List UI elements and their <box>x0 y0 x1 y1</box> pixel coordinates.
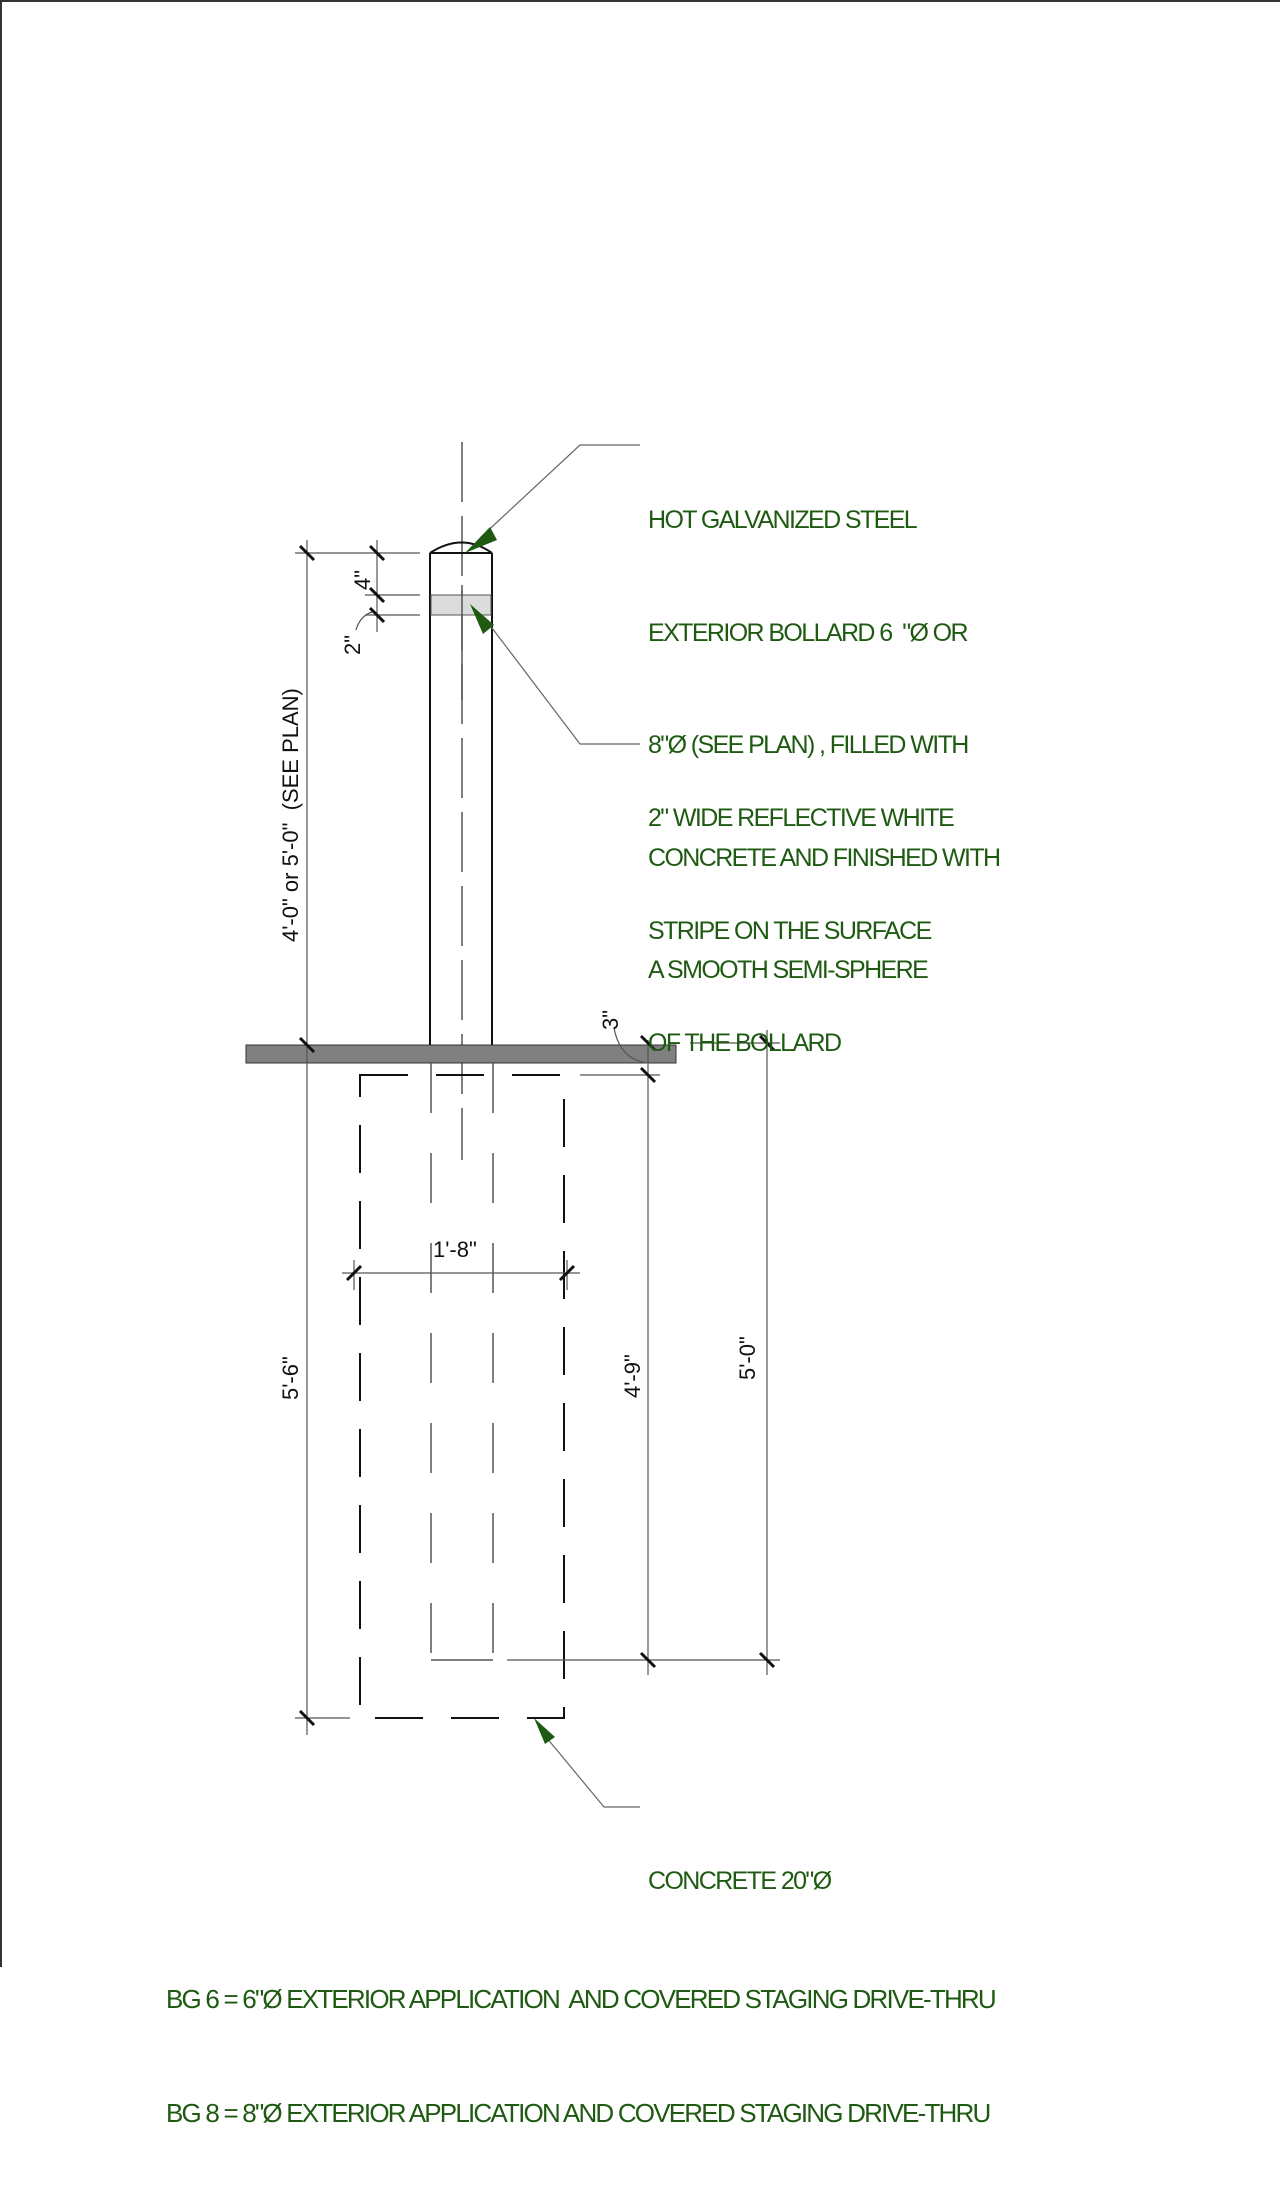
concrete-footing <box>360 1075 564 1718</box>
arrow-icon <box>534 1718 555 1744</box>
callout-footing-line: CONCRETE 20"Ø <box>648 1867 831 1895</box>
leader-stripe <box>470 604 640 744</box>
callout-bollard-line: A SMOOTH SEMI-SPHERE <box>648 956 928 984</box>
dim-footing-depth: 4'-9" <box>620 1354 645 1398</box>
callout-bollard-line: 8"Ø (SEE PLAN) , FILLED WITH <box>648 731 968 759</box>
legend-item-bg8: BG 8 = 8"Ø EXTERIOR APPLICATION AND COVERED STAGING DRIVE-THRU <box>166 2098 990 2128</box>
dim-total-depth: 5'-6" <box>278 1356 303 1400</box>
callout-stripe-line: 2" WIDE REFLECTIVE WHITE <box>648 804 954 832</box>
dim-above-grade-height: 4'-0" or 5'-0" (SEE PLAN) <box>278 688 303 942</box>
leader-footing <box>534 1718 640 1807</box>
callout-stripe-line: STRIPE ON THE SURFACE <box>648 916 931 945</box>
callout-stripe <box>648 725 953 1138</box>
dim-footing-width: 1'-8" <box>433 1237 477 1262</box>
callout-stripe-line: OF THE BOLLARD <box>648 1029 841 1057</box>
leader-bollard <box>465 445 640 553</box>
dim-embedment-depth: 5'-0" <box>735 1336 760 1380</box>
arrow-icon <box>465 527 497 553</box>
bollard-type-legend <box>166 1904 995 2208</box>
dim-stripe-width: 2" <box>340 634 365 655</box>
legend-item-bg6: BG 6 = 6"Ø EXTERIOR APPLICATION AND COVERED STAGING DRIVE-THRU <box>166 1984 995 2014</box>
reflective-stripe <box>431 595 491 615</box>
dim-slab-thickness: 3" <box>598 1009 623 1030</box>
callout-bollard-line: EXTERIOR BOLLARD 6 "Ø OR <box>648 618 967 647</box>
callout-bollard-line: CONCRETE AND FINISHED WITH <box>648 843 1000 872</box>
dim-top-to-stripe: 4" <box>350 569 375 590</box>
callout-bollard-line: HOT GALVANIZED STEEL <box>648 506 917 534</box>
